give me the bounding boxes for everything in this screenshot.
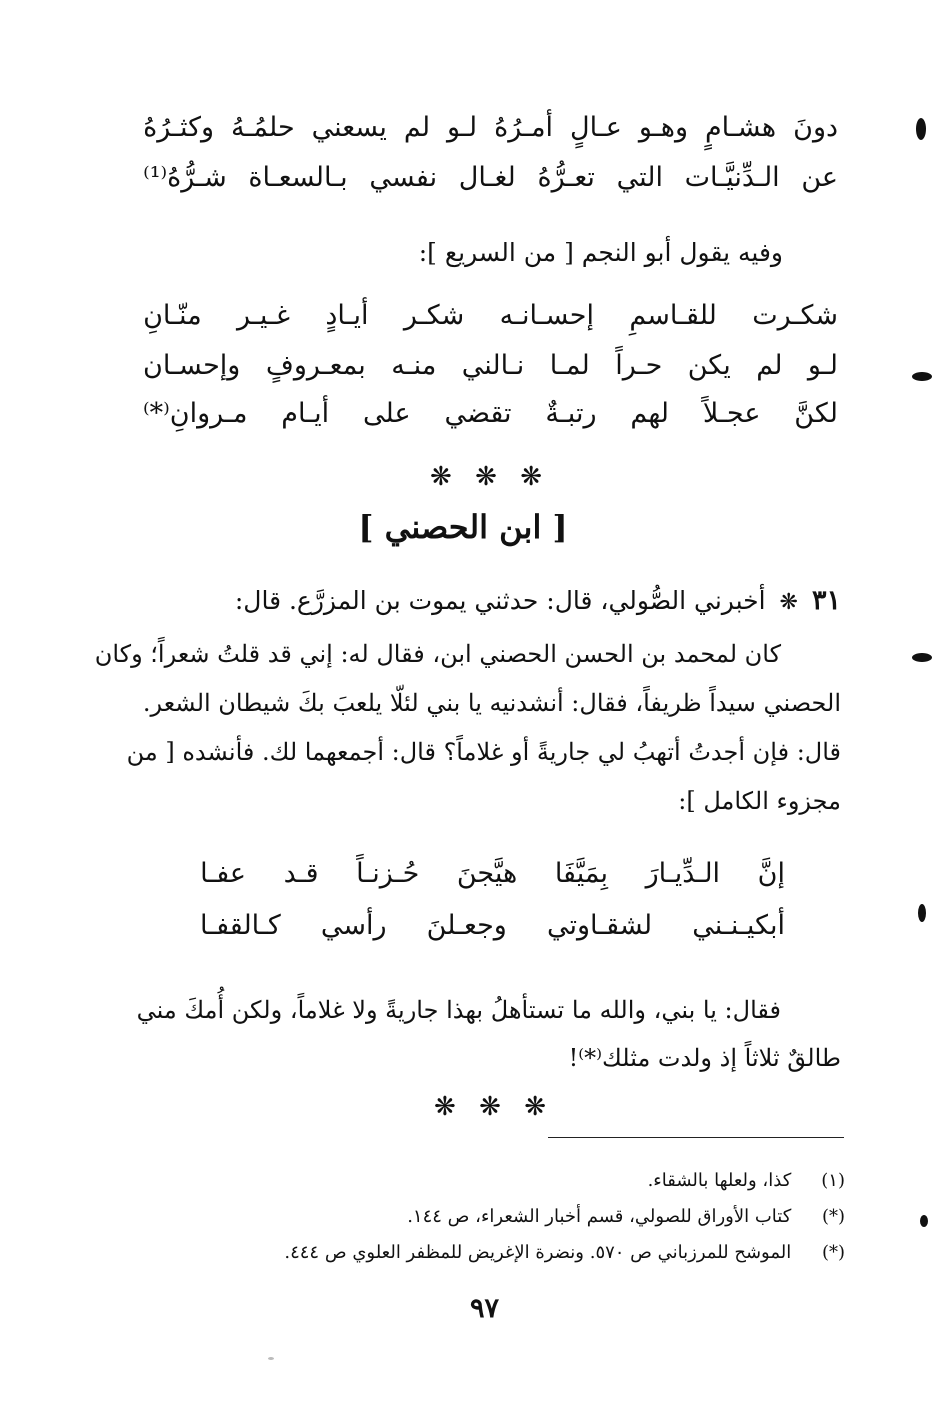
verse-word: هيَّجنَ [456, 858, 518, 889]
item-header [235, 585, 841, 616]
verse-word: شكـر [403, 300, 465, 331]
separator-star: ❋ [479, 1092, 501, 1122]
verse-word: على [363, 398, 411, 429]
verse-word: لكنَّ [794, 398, 838, 429]
verse-word: تقضي [444, 398, 512, 429]
section-title: [ ابن الحصني ] [358, 508, 568, 546]
verse-word: أمـرُهُ [494, 112, 554, 143]
verse-word: لم [403, 112, 431, 143]
footnote-number: (*) [821, 1206, 845, 1227]
verse-line [143, 112, 838, 143]
verse-word: تعـرُّهُ [537, 162, 595, 193]
verse-word: أبكيـنـني [692, 910, 785, 941]
verse-word: رتبـةٌ [545, 398, 597, 429]
margin-mark [916, 118, 926, 140]
verse-word: شكـرت [752, 300, 838, 331]
verse-word: بِمَيَّفَا [554, 858, 608, 889]
verse-word: قـد [283, 858, 319, 889]
verse-word: إحسـانـه [499, 300, 594, 331]
verse-word: مـروانِ⁽*⁾ [143, 398, 248, 429]
story-line: مجزوء الكامل ]: [678, 787, 841, 815]
verse-word: بمعـروفٍ [265, 350, 366, 381]
verse-word: لمـا [549, 350, 590, 381]
separator-star: ❋ [430, 462, 452, 492]
footnote-text: الموشح للمرزباني ص ٥٧٠. ونضرة الإغريض للمظفر العلوي ص ٤٤٤. [284, 1242, 792, 1263]
verse-word: لغـال [458, 162, 516, 193]
verse-word: حُـزنـاً [356, 858, 420, 889]
section-separator [434, 1092, 546, 1122]
page-number: ٩٧ [470, 1293, 500, 1324]
verse-word: عن [801, 162, 838, 193]
footnote-rule [548, 1137, 844, 1138]
verse-word: الـدِّنيَّـات [684, 162, 780, 193]
verse-word: نـالني [461, 350, 525, 381]
section-separator [430, 462, 542, 492]
margin-mark [918, 904, 926, 922]
separator-star: ❋ [434, 1092, 456, 1122]
verse-word: وإحسـان [143, 350, 241, 381]
verse-word: الـدِّيـارَ [645, 858, 721, 889]
verse-word: غـيـر [237, 300, 291, 331]
verse-word: رأسي [320, 910, 387, 941]
verse-word: منّـانِ [143, 300, 202, 331]
item-number: ٣١ [811, 585, 841, 616]
story-line: قال: فإن أجدتُ أتهبُ لي جاريةً أو غلاماً؟ قال: أجمعهما لك. فأنشده [ من [126, 738, 841, 766]
verse-word: نفسي [369, 162, 438, 193]
item-star: ❋ [779, 590, 798, 615]
verse-line [143, 398, 838, 429]
verse-word: هشـامٍ [704, 112, 777, 143]
footnote-number: (*) [821, 1242, 845, 1263]
verse-word: لـو [807, 350, 838, 381]
verse-line [200, 910, 785, 941]
verse-word: عفـا [200, 858, 246, 889]
verse-line [143, 350, 838, 381]
verse-word: وكثـرُهُ [143, 112, 215, 143]
verse-word: كـالقفـا [200, 910, 281, 941]
verse-word: عـالٍ [570, 112, 622, 143]
verse-word: لشقـاوتي [546, 910, 653, 941]
verse-word: يسعني [311, 112, 387, 143]
verse-word: أيـادٍ [325, 300, 369, 331]
footnote [407, 1206, 845, 1227]
footnote-text: كذا، ولعلها بالشقاء. [647, 1170, 792, 1191]
footnote-text: كتاب الأوراق للصولي، قسم أخبار الشعراء، ص ١٤٤. [407, 1206, 792, 1227]
ending-line: طالقٌ ثلاثاً إذ ولدت مثلك⁽*⁾! [568, 1044, 841, 1072]
verse-word: أيـام [281, 398, 330, 429]
ending-line: فقال: يا بني، والله ما تستأهلُ بهذا جاريةً ولا غلاماً، ولكن أُمكَ مني [136, 996, 781, 1024]
margin-mark [912, 653, 932, 662]
margin-mark [920, 1215, 928, 1227]
story-line: كان لمحمد بن الحسن الحصني ابن، فقال له: إني قد قلتُ شعراً؛ وكان [94, 640, 781, 668]
verse-word: لـو [447, 112, 478, 143]
separator-star: ❋ [475, 462, 497, 492]
separator-star: ❋ [524, 1092, 546, 1122]
story-line: الحصني سيداً ظريفاً، فقال: أنشدنيه يا بني لئلّا يلعبَ بكَ شيطان الشعر. [142, 689, 841, 717]
verse-word: لهم [630, 398, 670, 429]
verse-line [200, 858, 785, 889]
footnote [284, 1242, 845, 1263]
verse-word: بـالسعـاة [248, 162, 348, 193]
scan-speck [268, 1357, 274, 1360]
margin-mark [912, 372, 932, 381]
verse-word: حلمُـهُ [231, 112, 295, 143]
verse-line [143, 162, 838, 193]
verse-word: التي [616, 162, 663, 193]
verse-word: حـراً [615, 350, 663, 381]
verse-word: وهـو [638, 112, 688, 143]
verse-line [143, 300, 838, 331]
verse-word: وجعـلنَ [426, 910, 507, 941]
verse-word: إنَّ [757, 858, 785, 889]
footnote-number: (١) [821, 1170, 845, 1191]
item-intro: أخبرني الصُّولي، قال: حدثني يموت بن المزرَّع. قال: [234, 586, 766, 615]
verse-word: منـه [391, 350, 437, 381]
verse-word: لم [756, 350, 783, 381]
verse-word: للقـاسمِ [629, 300, 717, 331]
verse-word: يكن [687, 350, 731, 381]
verse-word: شـرُّهُ⁽¹⁾ [143, 162, 227, 193]
footnote [648, 1170, 845, 1191]
separator-star: ❋ [520, 462, 542, 492]
abu-najm-intro: وفيه يقول أبو النجم [ من السريع ]: [418, 238, 783, 267]
verse-word: دونَ [793, 112, 838, 143]
verse-word: عجـلاً [702, 398, 761, 429]
